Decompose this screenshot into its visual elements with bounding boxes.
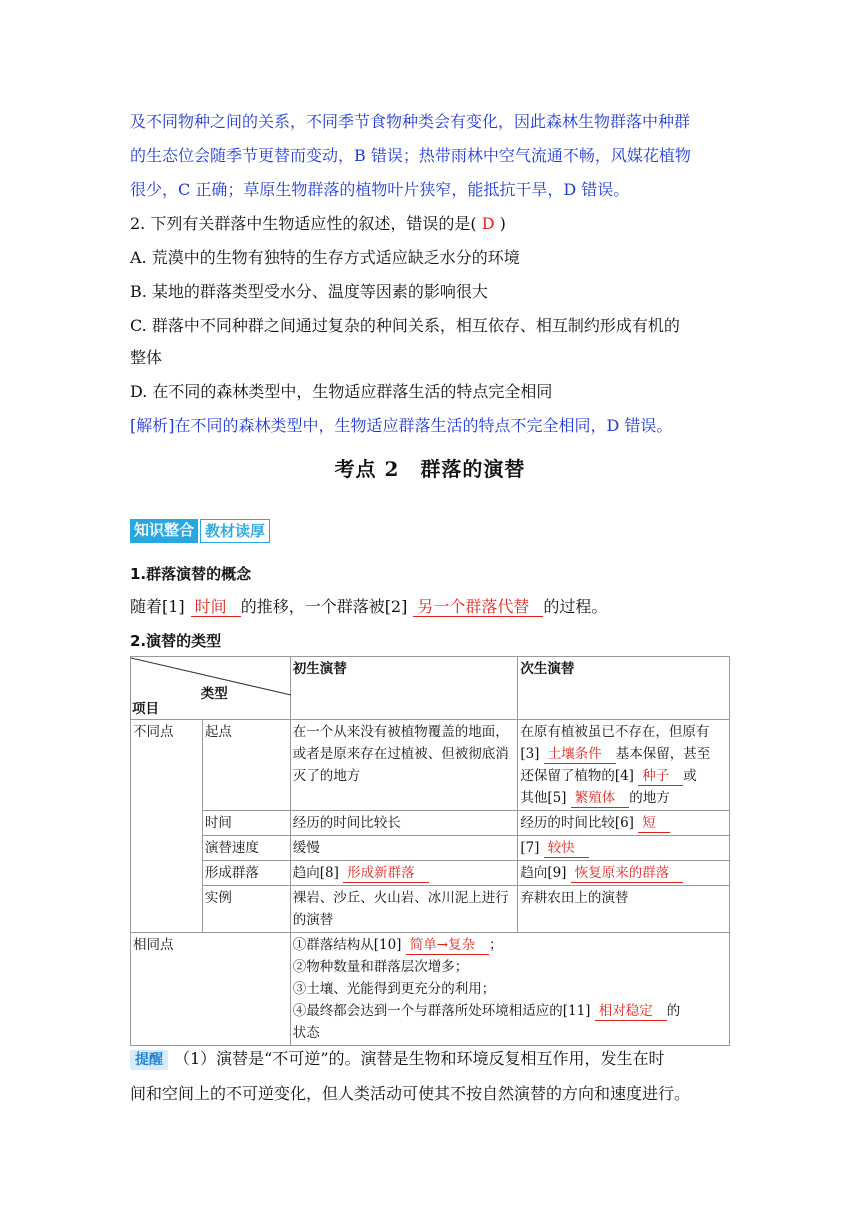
- option-d: D. 在不同的森林类型中，生物适应群落生活的特点完全相同: [130, 382, 553, 401]
- time-secondary: [518, 811, 730, 836]
- question-answer: D: [476, 214, 500, 233]
- option-a: A. 荒漠中的生物有独特的生存方式适应缺乏水分的环境: [130, 248, 520, 267]
- cell-text: [3]: [520, 746, 540, 762]
- form-secondary: [518, 861, 730, 886]
- cell-text: ①群落结构从[10]: [292, 937, 402, 953]
- cell-text: 在原有植被虽已不存在，但原有: [520, 724, 710, 740]
- blank-10: 简单→复杂: [406, 936, 489, 955]
- blank-1: 时间: [191, 598, 241, 617]
- table-row: [131, 933, 730, 1046]
- row-label-time: 时间: [202, 811, 290, 836]
- table-row: [131, 836, 730, 861]
- concept-title: 1.群落演替的概念: [130, 565, 252, 583]
- concept-text-2: 的推移，一个群落被[2]: [240, 597, 408, 616]
- table-header-row: [131, 657, 730, 720]
- analysis-line-1: 及不同物种之间的关系，不同季节食物种类会有变化，因此森林生物群落中种群: [130, 112, 691, 131]
- concept-text-1: 随着[1]: [130, 597, 185, 616]
- table-row: [131, 811, 730, 836]
- form-primary: [290, 861, 518, 886]
- question-stem-close: ): [499, 214, 506, 233]
- blank-6: 短: [638, 814, 670, 833]
- row-label-form: 形成群落: [202, 861, 290, 886]
- section-badges: [130, 519, 270, 543]
- analysis-line-2: 的生态位会随季节更替而变动，B 错误；热带雨林中空气流通不畅，风媒花植物: [130, 146, 691, 165]
- blank-4: 种子: [638, 767, 683, 786]
- blank-7: 较快: [544, 839, 589, 858]
- cell-text: 基本保留，甚至: [615, 746, 711, 762]
- start-secondary: [518, 720, 730, 811]
- table-corner-cell: [131, 657, 291, 720]
- start-primary: 在一个从来没有被植物覆盖的地面，或者是原来存在过植被、但被彻底消灭了的地方: [290, 720, 518, 811]
- example-primary: 裸岩、沙丘、火山岩、冰川泥上进行的演替: [290, 886, 518, 933]
- row-label-speed: 演替速度: [202, 836, 290, 861]
- example-secondary: 弃耕农田上的演替: [518, 886, 730, 933]
- question-2-stem: [130, 213, 506, 235]
- same-content: [290, 933, 729, 1046]
- blank-8: 形成新群落: [343, 864, 429, 883]
- concept-text-3: 的过程。: [543, 597, 608, 616]
- option-c-line-2: 整体: [130, 348, 163, 367]
- tip-line-1: [130, 1048, 665, 1070]
- cell-text: [7]: [520, 840, 540, 856]
- cell-text: ②物种数量和群落层次增多；: [292, 959, 469, 975]
- tip-badge: 提醒: [130, 1050, 168, 1070]
- question-stem-text: 2. 下列有关群落中生物适应性的叙述，错误的是(: [130, 214, 477, 233]
- time-primary: 经历的时间比较长: [290, 811, 518, 836]
- cell-text: 经历的时间比较[6]: [520, 815, 634, 831]
- concept-sentence: [130, 596, 607, 618]
- blank-11: 相对稳定: [595, 1002, 667, 1021]
- speed-primary: 缓慢: [290, 836, 518, 861]
- table-row: [131, 720, 730, 811]
- section-title: 考点 2 群落的演替: [334, 457, 526, 481]
- same-label: 相同点: [131, 933, 291, 1046]
- badge-knowledge: 知识整合: [130, 519, 198, 543]
- corner-item-label: 项目: [132, 701, 159, 717]
- cell-text: 其他[5]: [520, 790, 567, 806]
- tip-line-2: 间和空间上的不可逆变化，但人类活动可使其不按自然演替的方向和速度进行。: [130, 1084, 691, 1103]
- analysis-line-3: 很少，C 正确；草原生物群落的植物叶片狭窄，能抵抗干旱，D 错误。: [130, 180, 630, 199]
- blank-3: 土壤条件: [544, 745, 616, 764]
- option-c-line-1: C. 群落中不同种群之间通过复杂的种间关系，相互依存、相互制约形成有机的: [130, 316, 680, 335]
- cell-text: 趋向[9]: [520, 865, 567, 881]
- tip-text-1: （1）演替是“不可逆”的。演替是生物和环境反复相互作用，发生在时: [174, 1049, 665, 1068]
- blank-9: 恢复原来的群落: [571, 864, 684, 883]
- cell-text: 状态: [292, 1025, 320, 1041]
- cell-text: 的: [666, 1003, 681, 1019]
- row-label-start: 起点: [202, 720, 290, 811]
- cell-text: 的地方: [629, 790, 670, 806]
- cell-text: ③土壤、光能得到更充分的利用；: [292, 981, 496, 997]
- header-primary: 初生演替: [290, 657, 518, 720]
- badge-textbook: 教材读厚: [200, 519, 270, 543]
- cell-text: ；: [489, 937, 503, 953]
- table-row: [131, 886, 730, 933]
- option-b: B. 某地的群落类型受水分、温度等因素的影响很大: [130, 282, 488, 301]
- blank-5: 繁殖体: [571, 789, 630, 808]
- corner-type-label: 类型: [200, 686, 228, 702]
- succession-table: [130, 656, 730, 1046]
- diff-label: 不同点: [131, 720, 203, 933]
- question-2-analysis: [解析]在不同的森林类型中，生物适应群落生活的特点不完全相同，D 错误。: [130, 416, 673, 435]
- speed-secondary: [518, 836, 730, 861]
- types-title: 2.演替的类型: [130, 632, 222, 650]
- cell-text: ④最终都会达到一个与群落所处环境相适应的[11]: [292, 1003, 591, 1019]
- row-label-example: 实例: [202, 886, 290, 933]
- cell-text: 或: [683, 768, 697, 784]
- table-row: [131, 861, 730, 886]
- cell-text: 还保留了植物的[4]: [520, 768, 634, 784]
- cell-text: 趋向[8]: [292, 865, 339, 881]
- header-secondary: 次生演替: [518, 657, 730, 720]
- blank-2: 另一个群落代替: [413, 598, 543, 617]
